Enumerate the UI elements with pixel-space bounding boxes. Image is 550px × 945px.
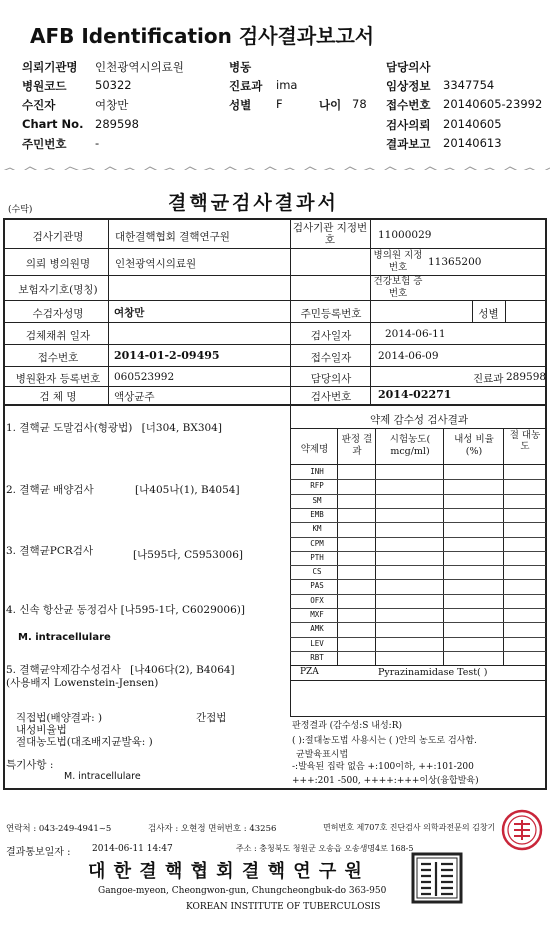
section-culture: 2. 결핵균 배양검사 [나405나(1), B4054] (6, 484, 240, 496)
table-border-bottom (3, 788, 547, 790)
reg-label: 병원환자 등록번호 (15, 373, 101, 385)
drug-row-divider (290, 594, 546, 595)
footer-contact: 연락처 : 043-249-4941~5 (6, 824, 112, 834)
indirect-method: 간접법 (196, 712, 227, 724)
footer-org-en: KOREAN INSTITUTE OF TUBERCULOSIS (186, 902, 381, 912)
header-value-report: 20140613 (443, 136, 502, 150)
footer-address-kr: 주소 : 충청북도 청원군 오송읍 오송생명4로 168-5 (236, 844, 414, 853)
row-divider (3, 404, 547, 406)
name-value: 여창만 (114, 307, 145, 319)
recv-date-value: 2014-06-09 (378, 350, 439, 362)
section-identification: 4. 신속 항산균 동정검사 [나595-1다, C6029006)] (6, 604, 245, 616)
header-value-age: 78 (352, 97, 367, 111)
footer-org-kr: 대 한 결 핵 협 회 결 핵 연 구 원 (88, 861, 363, 882)
resistance-ratio-method: 내성비율법 (16, 724, 67, 736)
header-label-chart: Chart No. (22, 117, 84, 131)
row-divider (3, 248, 547, 249)
col-divider (375, 428, 376, 665)
test-no-value: 2014-02271 (378, 388, 452, 401)
col-divider (443, 428, 444, 665)
sex-label: 성별 (478, 308, 499, 320)
specimen-label: 검 체 명 (39, 391, 77, 403)
header-label-patient: 수진자 (22, 98, 56, 112)
dept-label: 진료과 (473, 373, 504, 385)
identification-result: M. intracellulare (18, 632, 111, 643)
col-divider (505, 300, 506, 322)
table-border-left (3, 404, 5, 789)
header-value-receipt-no: 20140605-23992 (443, 97, 543, 111)
hosp-no-value: 11365200 (428, 256, 482, 268)
special-note-label: 특기사항 : (6, 759, 54, 771)
header-label-receipt-no: 접수번호 (386, 98, 431, 112)
collect-label: 검체채취 일자 (25, 330, 91, 342)
header-label-doctor: 담당의사 (386, 60, 431, 74)
test-date-value: 2014-06-11 (385, 328, 446, 340)
drug-name-pas: PAS (310, 581, 324, 591)
form-title: 결핵균검사결과서 (168, 192, 339, 214)
hosp-no-label: 병의원 지정번호 (373, 250, 423, 273)
header-value-chart: 289598 (95, 117, 139, 131)
header-value-request: 20140605 (443, 117, 502, 131)
header-label-report: 결과보고 (386, 137, 431, 151)
special-note-value: M. intracellulare (64, 771, 141, 782)
drug-row-divider (290, 494, 546, 495)
drug-name-amk: AMK (310, 624, 324, 634)
table-border-left (3, 218, 5, 405)
drug-row-divider (290, 651, 546, 652)
col-divider (370, 218, 371, 405)
col-divider (108, 218, 109, 405)
recv-date-label: 접수일자 (310, 352, 352, 364)
drug-row-divider (290, 565, 546, 566)
row-divider (290, 464, 546, 465)
drug-name-pth: PTH (310, 552, 324, 562)
drug-row-divider (290, 637, 546, 638)
footer-examiner: 검사자 : 오현정 면허번호 : 43256 (148, 824, 277, 834)
header-label-rrn: 주민번호 (22, 137, 67, 151)
col-divider (337, 428, 338, 665)
drug-name-rbt: RBT (310, 652, 324, 662)
footer-date-label: 결과통보일자 : (6, 847, 71, 858)
recv-no-label: 접수번호 (37, 352, 79, 364)
drug-name-lev: LEV (310, 638, 324, 648)
copy-mark: (수탁) (8, 205, 33, 215)
drug-row-divider (290, 579, 546, 580)
header-value-sex: F (276, 97, 283, 111)
col-divider (503, 428, 504, 665)
direct-method: 직접법(배양결과: ) (16, 712, 103, 724)
sens-col-abs: 절 대농도 (509, 430, 541, 452)
insurance-card-label: 건강보험 증번호 (373, 276, 423, 299)
row-divider (3, 322, 547, 323)
inst-label: 검사기관명 (32, 231, 84, 243)
drug-name-sm: SM (312, 495, 322, 505)
drug-name-emb: EMB (310, 509, 324, 519)
drug-name-cs: CS (312, 567, 322, 577)
drug-row-divider (290, 508, 546, 509)
medium-note: (사용배지 Lowenstein-Jensen) (6, 677, 159, 689)
sens-col-drug: 약제명 (300, 444, 329, 455)
institute-seal (411, 852, 463, 904)
footer-license: 면허번호 제707호 진단검사 의학과전문의 김창기 (323, 823, 496, 832)
drug-row-divider (290, 551, 546, 552)
hosp-label: 의뢰 병의원명 (25, 258, 91, 270)
header-value-dept: ima (276, 78, 298, 92)
doctor-label: 담당의사 (310, 373, 352, 385)
legend-line-4: -:발육된 집락 없음 +:100이하, ++:101-200 (292, 762, 474, 772)
reg-value: 060523992 (114, 371, 175, 383)
header-label-age: 나이 (319, 98, 342, 112)
legend-line-1: 판정결과 (감수성:S 내성:R) (292, 721, 402, 731)
header-label-clinical: 임상정보 (386, 79, 431, 93)
header-label-request: 검사의뢰 (386, 118, 431, 132)
header-label-dept: 진료과 (229, 79, 263, 93)
rrn-label: 주민등록번호 (300, 308, 362, 320)
doctor-seal (500, 808, 544, 852)
row-divider (3, 386, 547, 387)
row-divider (3, 275, 547, 276)
col-divider (290, 218, 291, 405)
sens-col-conc: 시험농도( mcg/ml) (389, 434, 431, 457)
drug-row-divider (290, 479, 546, 480)
drug-row-divider (290, 608, 546, 609)
recv-no-value: 2014-01-2-09495 (114, 349, 220, 362)
test-date-label: 검사일자 (310, 330, 352, 342)
header-label-ward: 병동 (229, 60, 252, 74)
drug-name-cpm: CPM (310, 538, 324, 548)
row-divider (3, 366, 547, 367)
dept-value: 289598 (506, 371, 547, 383)
drug-name-ofx: OFX (310, 595, 324, 605)
drug-row-divider (290, 537, 546, 538)
name-label: 수검자성명 (32, 308, 84, 320)
inst-no-value: 11000029 (378, 229, 432, 241)
section-smear: 1. 결핵균 도말검사(형광법) [너304, BX304] (6, 422, 222, 434)
hosp-value: 인천광역시의료원 (115, 258, 197, 270)
sens-col-ratio: 내성 비율(%) (454, 434, 494, 457)
section-pcr: 3. 결핵균PCR검사 (6, 545, 94, 557)
insurance-label: 보험자기호(명칭) (18, 284, 98, 296)
footer-date-value: 2014-06-11 14:47 (92, 844, 173, 854)
header-label-sex: 성별 (229, 98, 252, 112)
sens-title: 약제 감수성 검사결과 (370, 414, 468, 426)
inst-value: 대한결핵협회 결핵연구원 (115, 231, 230, 243)
drug-name-rfp: RFP (310, 481, 324, 491)
header-value-clinical: 3347754 (443, 78, 495, 92)
drug-row-divider (290, 522, 546, 523)
section-pcr-code: [나595다, C5953006] (133, 549, 243, 561)
header-value-institution: 인천광역시의료원 (95, 60, 184, 74)
report-title: AFB Identification 검사결과보고서 (30, 24, 375, 48)
legend-line-2: ( ):절대농도법 사용시는 ( )안의 농도로 검사함. (292, 736, 477, 746)
test-no-label: 검사번호 (310, 391, 352, 403)
section-susceptibility: 5. 결핵균약제감수성검사 [나406다(2), B4064] (6, 664, 235, 676)
drug-name-mxf: MXF (310, 610, 324, 619)
drug-name-inh: INH (310, 467, 324, 476)
legend-line-5: +++:201 -500, ++++:+++이상(융합발육) (292, 776, 479, 786)
header-value-patient: 여창만 (95, 98, 129, 112)
pza-test: Pyrazinamidase Test( ) (378, 667, 488, 678)
row-divider (290, 665, 546, 666)
row-divider (290, 716, 546, 717)
sens-col-result: 판정 결과 (341, 434, 373, 457)
row-divider (290, 428, 546, 429)
drug-row-divider (290, 622, 546, 623)
row-divider (3, 344, 547, 345)
header-value-rrn: - (95, 136, 100, 150)
absolute-concentration-method: 절대농도법(대조배지균발육: ) (16, 736, 153, 748)
drug-name-km: KM (312, 524, 322, 534)
legend-line-3: 균발육표시법 (296, 750, 349, 760)
header-label-institution: 의뢰기관명 (22, 60, 78, 74)
table-border-top (3, 218, 547, 220)
footer-address-en: Gangoe-myeon, Cheongwon-gun, Chungcheongbuk-do 363-950 (98, 886, 387, 896)
table-border-right (545, 404, 547, 789)
specimen-value: 액상균주 (114, 391, 155, 403)
row-divider (3, 300, 547, 301)
pza-label: PZA (300, 667, 319, 677)
row-divider (290, 680, 546, 681)
inst-no-label: 검사기관 지정번호 (292, 222, 368, 246)
col-divider (290, 404, 291, 716)
header-label-hospital-code: 병원코드 (22, 79, 67, 93)
header-value-hospital-code: 50322 (95, 78, 132, 92)
